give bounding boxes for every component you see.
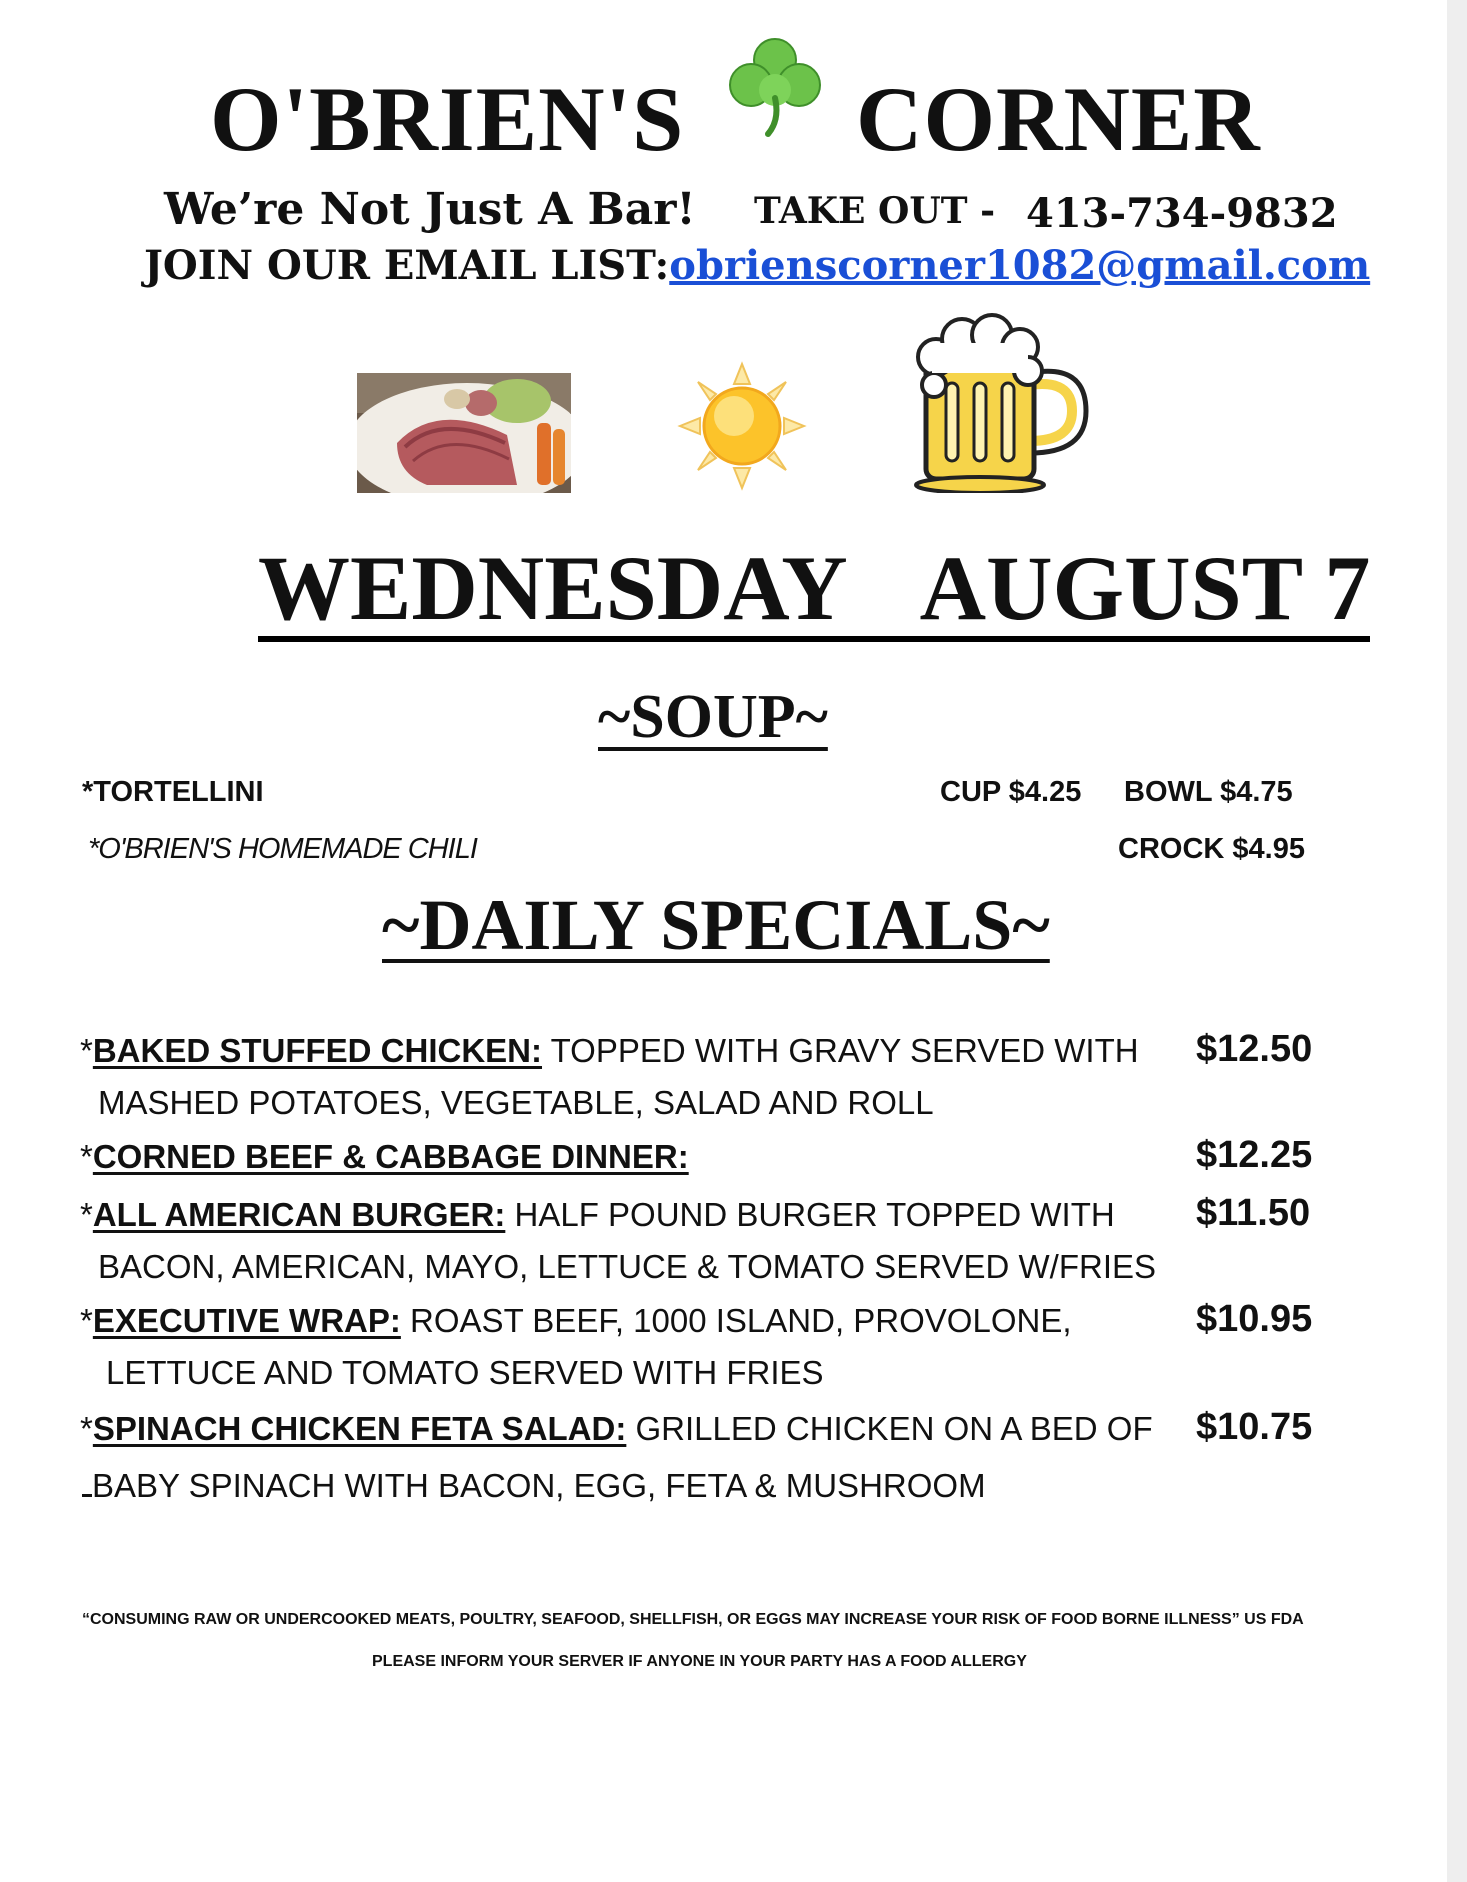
special-item-5 [80, 1410, 1153, 1448]
special-item-5-desc2 [82, 1466, 986, 1505]
stray-underline [82, 1466, 92, 1497]
tagline: We’re Not Just A Bar! [164, 184, 696, 235]
soup-crock-price: CROCK $4.95 [1118, 833, 1305, 865]
date-weekday: WEDNESDAY [258, 537, 848, 639]
shamrock-icon [720, 30, 830, 140]
special-desc: ROAST BEEF, 1000 ISLAND, PROVOLONE, [400, 1302, 1072, 1339]
title-corner: CORNER [856, 68, 1261, 170]
date-month-day: AUGUST 7 [919, 537, 1371, 639]
special-name: SPINACH CHICKEN FETA SALAD: [92, 1410, 627, 1447]
specials-heading: ~DAILY SPECIALS~ [382, 885, 1050, 965]
special-item-1 [80, 1032, 1139, 1070]
soup-item-tortellini: *TORTELLINI [82, 776, 264, 808]
special-star: * [80, 1032, 93, 1069]
takeout-label: TAKE OUT - [754, 190, 996, 232]
special-name: ALL AMERICAN BURGER: [92, 1196, 506, 1233]
special-item-2 [80, 1138, 689, 1176]
special-desc: TOPPED WITH GRAVY SERVED WITH [542, 1032, 1139, 1069]
title-obriens: O'BRIEN'S [210, 68, 685, 170]
soup-heading: ~SOUP~ [598, 683, 828, 751]
special-star: * [80, 1138, 93, 1175]
corned-beef-plate-photo [357, 373, 571, 493]
special-price: $10.75 [1196, 1406, 1313, 1448]
special-item-3 [80, 1196, 1115, 1234]
page-edge [1447, 0, 1467, 1882]
special-desc2: BABY SPINACH WITH BACON, EGG, FETA & MUSHROOM [92, 1467, 986, 1504]
special-item-4 [80, 1302, 1072, 1340]
date-heading [258, 537, 1371, 642]
special-item-1-desc2: MASHED POTATOES, VEGETABLE, SALAD AND ROLL [98, 1084, 934, 1121]
special-star: * [80, 1196, 93, 1233]
soup-item-chili: *O'BRIEN'S HOMEMADE CHILI [88, 833, 477, 865]
soup-bowl-price: BOWL $4.75 [1124, 776, 1293, 808]
special-name: CORNED BEEF & CABBAGE DINNER: [92, 1138, 689, 1175]
email-link[interactable]: obrienscorner1082@gmail.com [669, 242, 1371, 289]
special-price: $12.50 [1196, 1028, 1313, 1070]
sun-icon [676, 360, 808, 492]
special-price: $10.95 [1196, 1298, 1313, 1340]
special-star: * [80, 1302, 93, 1339]
email-row [144, 242, 1370, 289]
takeout-phone[interactable]: 413-734-9832 [1026, 190, 1338, 237]
allergy-notice: PLEASE INFORM YOUR SERVER IF ANYONE IN YOUR PARTY HAS A FOOD ALLERGY [372, 1653, 1027, 1670]
email-label: JOIN OUR EMAIL LIST: [144, 242, 670, 289]
special-price: $11.50 [1196, 1192, 1311, 1234]
special-item-4-desc2: LETTUCE AND TOMATO SERVED WITH FRIES [106, 1354, 824, 1391]
fda-warning: “CONSUMING RAW OR UNDERCOOKED MEATS, POULTRY, SEAFOOD, SHELLFISH, OR EGGS MAY INCREASE YOUR RISK OF FOOD BORNE ILLNESS” US FDA [82, 1611, 1304, 1628]
special-desc: GRILLED CHICKEN ON A BED OF [626, 1410, 1153, 1447]
special-price: $12.25 [1196, 1134, 1313, 1176]
special-name: EXECUTIVE WRAP: [92, 1302, 401, 1339]
special-name: BAKED STUFFED CHICKEN: [92, 1032, 543, 1069]
special-item-3-desc2: BACON, AMERICAN, MAYO, LETTUCE & TOMATO SERVED W/FRIES [98, 1248, 1157, 1285]
soup-cup-price: CUP $4.25 [940, 776, 1082, 808]
special-star: * [80, 1410, 93, 1447]
special-desc: HALF POUND BURGER TOPPED WITH [505, 1196, 1115, 1233]
beer-mug-icon [910, 313, 1090, 493]
